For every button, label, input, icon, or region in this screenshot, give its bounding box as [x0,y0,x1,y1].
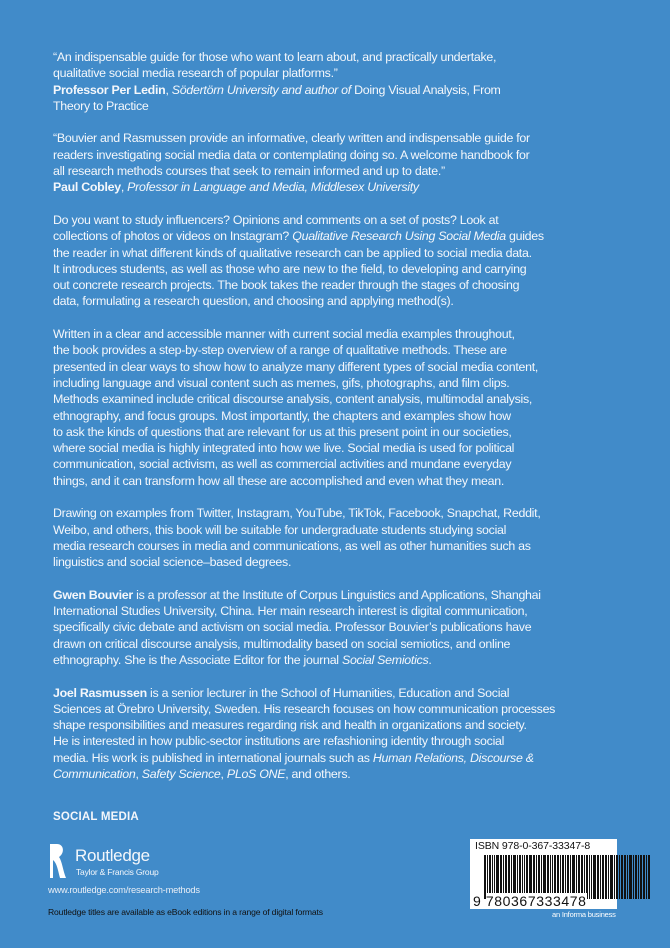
barcode-bar [614,855,615,899]
isbn-text: ISBN 978-0-367-33347-8 [475,840,591,852]
italic-text: Human Relations, Discourse & [372,750,534,765]
text-segment: It introduces students, as well as those who are new to the field, to developing and carrying [53,261,527,276]
barcode-bar [640,855,642,899]
barcode-bar [633,855,634,899]
text-line [53,359,633,375]
barcode-bar [600,855,601,899]
text-segment: all research methods courses that seek to remain informed and up to date.” [53,164,445,179]
text-line [53,326,633,342]
italic-text: Communication [53,767,136,782]
barcode-bar [608,855,609,899]
informa-note: an Informa business [552,910,616,919]
text-segment: out concrete research projects. The book takes the reader through the stages of choosing [53,278,520,293]
text-segment: readers investigating social media data or contemplating doing so. A welcome handbook for [53,147,530,162]
bold-text: Joel Rasmussen [53,685,147,700]
text-line [53,424,633,440]
publisher-group: Taylor & Francis Group [76,867,159,877]
text-segment: guides [505,229,544,244]
barcode-bar [616,855,618,899]
bold-text: Paul Cobley [53,180,121,195]
barcode-bar [624,855,626,899]
text-line [53,147,633,163]
text-line [53,130,633,146]
text-segment: Written in a clear and accessible manner with current social media examples throughout, [53,327,515,342]
text-segment: ethnography, and focus groups. Most importantly, the chapters and examples show how [53,408,511,423]
text-segment: , [120,180,128,195]
text-line [53,766,633,782]
text-line [53,473,633,489]
text-segment: including language and visual content such as memes, gifs, photographs, and film clips. [53,375,510,390]
text-segment: Theory to Practice [53,98,149,113]
italic-text: Social Semiotics [341,652,429,667]
text-segment: media. His work is published in international journals such as [53,750,373,765]
italic-text: Qualitative Research Using Social Media [292,229,506,244]
text-line [53,619,633,635]
text-segment: specifically civic debate and activism on social media. Professor Bouvier’s publications have [53,620,532,635]
barcode-bar [593,855,596,899]
text-line [53,554,633,570]
text-segment: . [428,652,432,667]
text-line [53,245,633,261]
text-segment: “Bouvier and Rasmussen provide an informative, clearly written and indispensable guide for [53,131,530,146]
text-segment: linguistics and social science–based degrees. [53,555,292,570]
text-segment: presented in clear ways to show how to analyze many different types of social media content, [53,359,539,374]
italic-text: Södertörn University and author of [171,82,351,97]
text-segment: to ask the kinds of questions that are relevant for us at this present point in our societies, [53,424,512,439]
text-line [53,82,633,98]
barcode-bar [643,855,645,899]
text-segment: communication, social activism, as well as commercial activities and mundane everyday [53,457,512,472]
barcode-bar [627,855,628,899]
bold-text: Professor Per Ledin [53,82,166,97]
text-segment: Do you want to study influencers? Opinions and comments on a set of posts? Look at [53,212,499,227]
series-label: SOCIAL MEDIA [53,811,139,823]
text-line [53,293,633,309]
text-line [53,685,633,701]
text-line [53,603,633,619]
text-segment: drawn on critical discourse analysis, multimodality based on social semiotics, and online [53,636,511,651]
text-line [53,440,633,456]
text-line [53,65,633,81]
barcode-bar [619,855,620,899]
text-segment: media research courses in media and communications, as well as other humanities such as [53,538,531,553]
routledge-logo-icon [47,843,67,879]
barcode-digits-rest: 780367333478 [485,893,587,909]
paragraph [53,130,633,195]
text-segment: International Studies University, China. Her main research interest is digital communication, [53,604,528,619]
text-line [53,652,633,668]
text-line [53,375,633,391]
text-line [53,212,633,228]
barcode-bar [648,855,650,899]
barcode-bar [597,855,599,899]
publisher-name: Routledge [75,846,150,865]
barcode-bar [591,855,592,899]
text-line [53,733,633,749]
text-line [53,391,633,407]
text-segment: Drawing on examples from Twitter, Instagram, YouTube, TikTok, Facebook, Snapchat, Reddit, [53,506,541,521]
text-segment: Methods examined include critical discourse analysis, content analysis, multimodal analysis, [53,392,533,407]
text-segment: is a senior lecturer in the School of Humanities, Education and Social [146,685,510,700]
text-segment: collections of photos or videos on Instagram? [53,229,293,244]
text-segment: ethnography. She is the Associate Editor for the journal [53,652,342,667]
text-segment: the book provides a step-by-step overview of a range of qualitative methods. These are [53,343,507,358]
text-segment: Doing Visual Analysis, From [350,82,501,97]
text-segment: , and others. [285,767,351,782]
text-segment: Sciences at Örebro University, Sweden. His research focuses on how communication processes [53,701,556,716]
text-line [53,228,633,244]
text-line [53,505,633,521]
text-segment: the reader in what different kinds of qualitative research can be applied to social media data. [53,245,532,260]
text-segment: He is interested in how public-sector institutions are refashioning identity through social [53,734,505,749]
text-line [53,98,633,114]
text-line [53,636,633,652]
text-line [53,408,633,424]
barcode-bar [629,855,632,899]
text-line [53,717,633,733]
text-segment: shape responsibilities and measures regarding risk and health in organizations and society. [53,718,527,733]
barcode-bar [610,855,613,899]
barcode-digits [473,893,587,909]
italic-text: PLoS ONE [226,767,286,782]
text-line [53,701,633,717]
barcode-bar [589,855,590,899]
text-line [53,179,633,195]
text-segment: , [135,767,142,782]
text-line [53,261,633,277]
barcode-digit-first: 9 [473,893,482,909]
text-line [53,163,633,179]
publisher-url[interactable]: www.routledge.com/research-methods [48,885,200,895]
back-cover-text [53,49,633,799]
barcode-bar [635,855,637,899]
text-segment: , [165,82,172,97]
text-line [53,277,633,293]
text-segment: things, and it can transform how all these are accomplished and even what they mean. [53,473,505,488]
paragraph [53,587,633,668]
bold-text: Gwen Bouvier [53,587,133,602]
paragraph [53,49,633,114]
text-segment: qualitative social media research of popular platforms.” [53,66,338,81]
paragraph [53,685,633,783]
barcode-bar [638,855,639,899]
italic-text: Safety Science [141,767,221,782]
text-segment: “An indispensable guide for those who want to learn about, and practically undertake, [53,50,497,64]
isbn-barcode [470,839,617,909]
barcode-bar [605,855,607,899]
barcode-bar [646,855,647,899]
text-line [53,587,633,603]
paragraph [53,326,633,489]
paragraph [53,505,633,570]
text-line [53,456,633,472]
text-line [53,538,633,554]
text-line [53,750,633,766]
text-line [53,49,633,65]
barcode-bar [602,855,604,899]
text-segment: , [220,767,227,782]
text-line [53,342,633,358]
text-line [53,522,633,538]
paragraph [53,212,633,310]
barcode-bar [621,855,623,899]
italic-text: Professor in Language and Media, Middlesex University [127,180,419,195]
text-segment: where social media is highly integrated into how we live. Social media is used for political [53,441,515,456]
text-segment: is a professor at the Institute of Corpus Linguistics and Applications, Shanghai [132,587,541,602]
text-segment: data, formulating a research question, and choosing and applying method(s). [53,294,454,309]
text-segment: Weibo, and others, this book will be suitable for undergraduate students studying social [53,522,507,537]
ebook-note: Routledge titles are available as eBook editions in a range of digital formats [48,907,323,917]
